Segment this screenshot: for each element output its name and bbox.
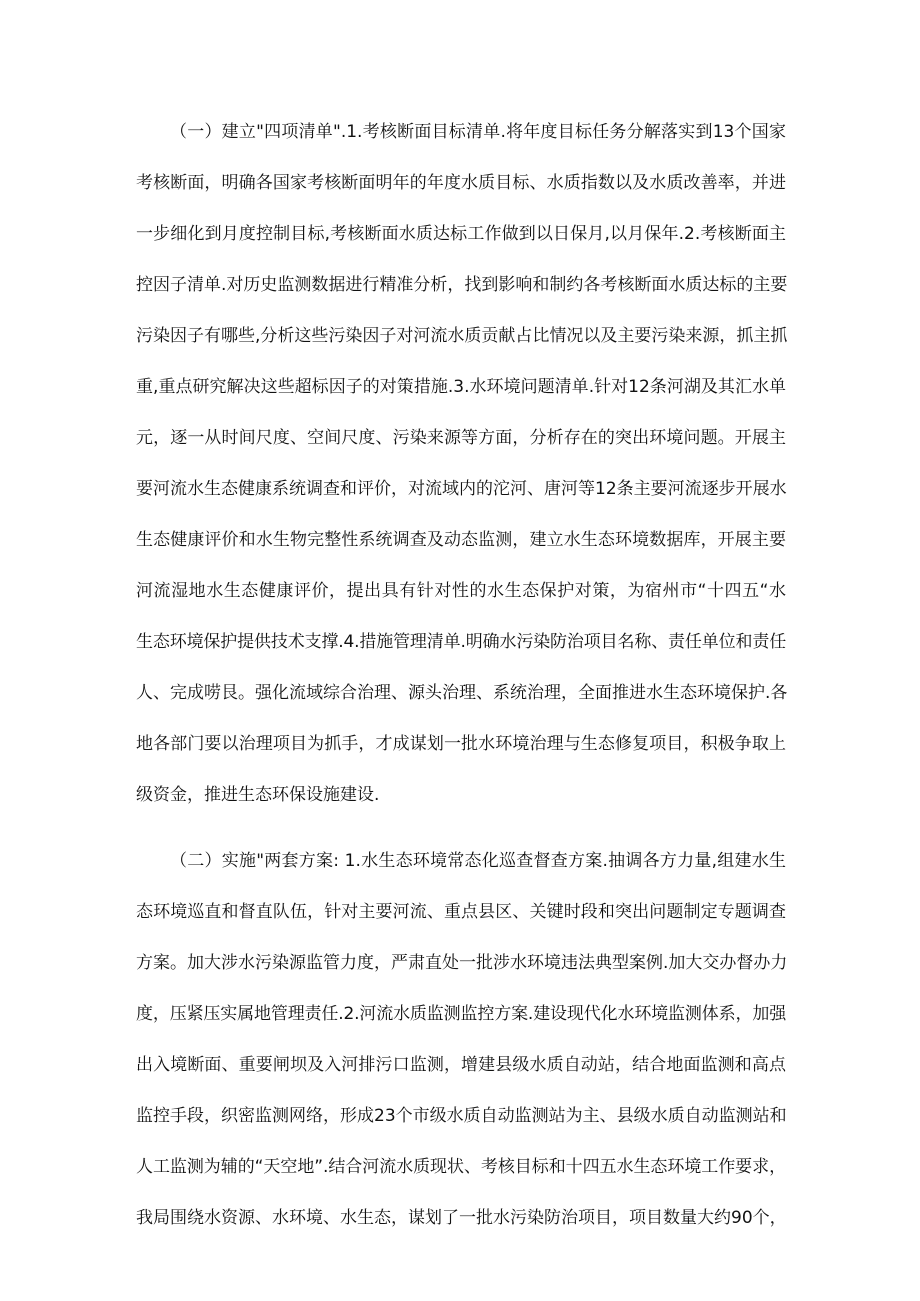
- text-line: （二）实施"两套方案: 1.水生态环境常态化巡查督查方案.抽调各方力量,组建水生: [170, 851, 786, 871]
- text-line: 考核断面，明确各国家考核断面明年的年度水质目标、水质指数以及水质改善率，并进: [136, 173, 786, 193]
- text-line: 方案。加大涉水污染源监管力度，严肃直处一批涉水环境违法典型案例.加大交办督办力: [136, 953, 788, 973]
- text-line: （一）建立"四项清单".1.考核断面目标清单.将年度目标任务分解落实到13个国家: [170, 122, 786, 142]
- text-line: 生态环境保护提供技术支撑.4.措施管理清单.明确水污染防治项目名称、责任单位和责任: [136, 632, 786, 652]
- text-line: 要河流水生态健康系统调查和评价，对流域内的沱河、唐河等12条主要河流逐步开展水: [136, 479, 787, 499]
- text-line: 河流湿地水生态健康评价，提出具有针对性的水生态保护对策，为宿州市“十四五“水: [136, 581, 786, 601]
- text-line: 出入境断面、重要闸坝及入河排污口监测，增建县级水质自动站，结合地面监测和高点: [136, 1055, 786, 1075]
- text-line: 度，压紧压实属地管理责任.2.河流水质监测监控方案.建设现代化水环境监测体系，加强: [136, 1004, 786, 1024]
- text-line: 污染因子有哪些,分析这些污染因子对河流水质贡献占比情况以及主要污染来源，抓主抓: [136, 326, 788, 346]
- text-line: 生态健康评价和水生物完整性系统调查及动态监测，建立水生态环境数据库，开展主要: [136, 530, 786, 550]
- text-line: 级资金，推进生态环保设施建设.: [136, 785, 380, 805]
- text-line: 地各部门要以治理项目为抓手，才成谋划一批水环境治理与生态修复项目，积极争取上: [136, 734, 786, 754]
- text-line: 我局围绕水资源、水环境、水生态，谋划了一批水污染防治项目，项目数量大约90个，: [136, 1208, 787, 1228]
- text-line: 人工监测为辅的“天空地”.结合河流水质现状、考核目标和十四五水生态环境工作要求，: [136, 1157, 786, 1177]
- text-line: 监控手段，织密监测网络，形成23个市级水质自动监测站为主、县级水质自动监测站和: [136, 1106, 787, 1126]
- text-line: 元，逐一从时间尺度、空间尺度、污染来源等方面，分析存在的突出环境问题。开展主: [136, 428, 786, 448]
- text-line: 态环境巡直和督直队伍，针对主要河流、重点县区、关键时段和突出问题制定专题调查: [136, 902, 786, 922]
- text-line: 一步细化到月度控制目标,考核断面水质达标工作做到以日保月,以月保年.2.考核断面主: [136, 224, 786, 244]
- text-line: 重,重点研究解决这些超标因子的对策措施.3.水环境问题清单.针对12条河湖及其汇水单: [136, 377, 786, 397]
- text-line: 人、完成唠艮。强化流域综合治理、源头治理、系统治理，全面推进水生态环境保护.各: [136, 683, 788, 703]
- text-line: 控因子清单.对历史监测数据进行精准分析，找到影响和制约各考核断面水质达标的主要: [136, 275, 788, 295]
